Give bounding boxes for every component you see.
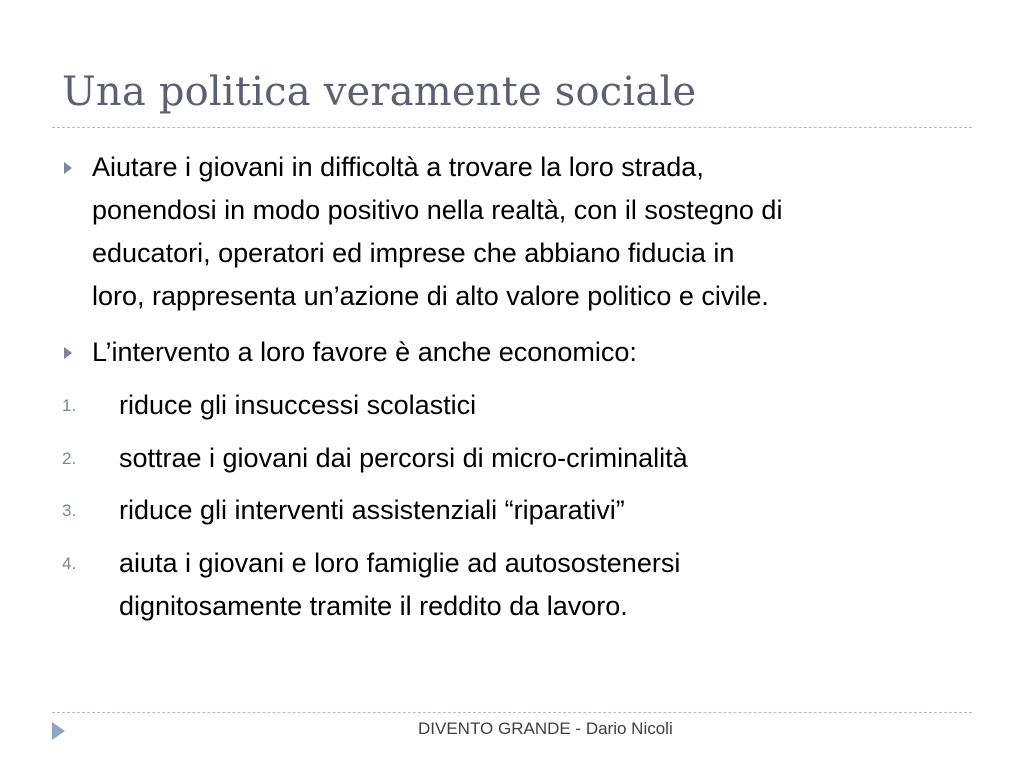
list-number: 1. [62, 396, 77, 415]
bullet-line: ponendosi in modo positivo nella realtà, con il sostegno di [92, 195, 783, 225]
numbered-item [119, 384, 979, 427]
numbered-line: aiuta i giovani e loro famiglie ad autosostenersi [119, 548, 681, 578]
bullet-item [92, 331, 972, 374]
list-number: 3. [62, 501, 77, 520]
numbered-item [119, 437, 979, 480]
bullet-line: Aiutare i giovani in difficoltà a trovare la loro strada, [92, 152, 704, 182]
footer-text: DIVENTO GRANDE - Dario Nicoli [418, 719, 673, 738]
list-number: 4. [62, 554, 77, 573]
numbered-line: riduce gli interventi assistenziali “riparativi” [119, 495, 625, 525]
triangle-bullet-icon [64, 162, 72, 174]
bullet-line: educatori, operatori ed imprese che abbiano fiducia in [92, 238, 735, 268]
triangle-arrow-icon [52, 722, 65, 740]
numbered-line: riduce gli insuccessi scolastici [119, 390, 477, 420]
list-number: 2. [62, 449, 77, 468]
bullet-item [92, 146, 972, 318]
numbered-item [119, 489, 979, 532]
bullet-line: L’intervento a loro favore è anche economico: [92, 337, 637, 367]
numbered-line: sottrae i giovani dai percorsi di micro-criminalità [119, 443, 688, 473]
triangle-bullet-icon [64, 347, 72, 359]
numbered-line: dignitosamente tramite il reddito da lavoro. [119, 591, 628, 621]
footer-divider [52, 712, 972, 713]
bullet-line: loro, rappresenta un’azione di alto valore politico e civile. [92, 281, 769, 311]
slide-title: Una politica veramente sociale [62, 69, 697, 115]
numbered-item [119, 542, 979, 628]
